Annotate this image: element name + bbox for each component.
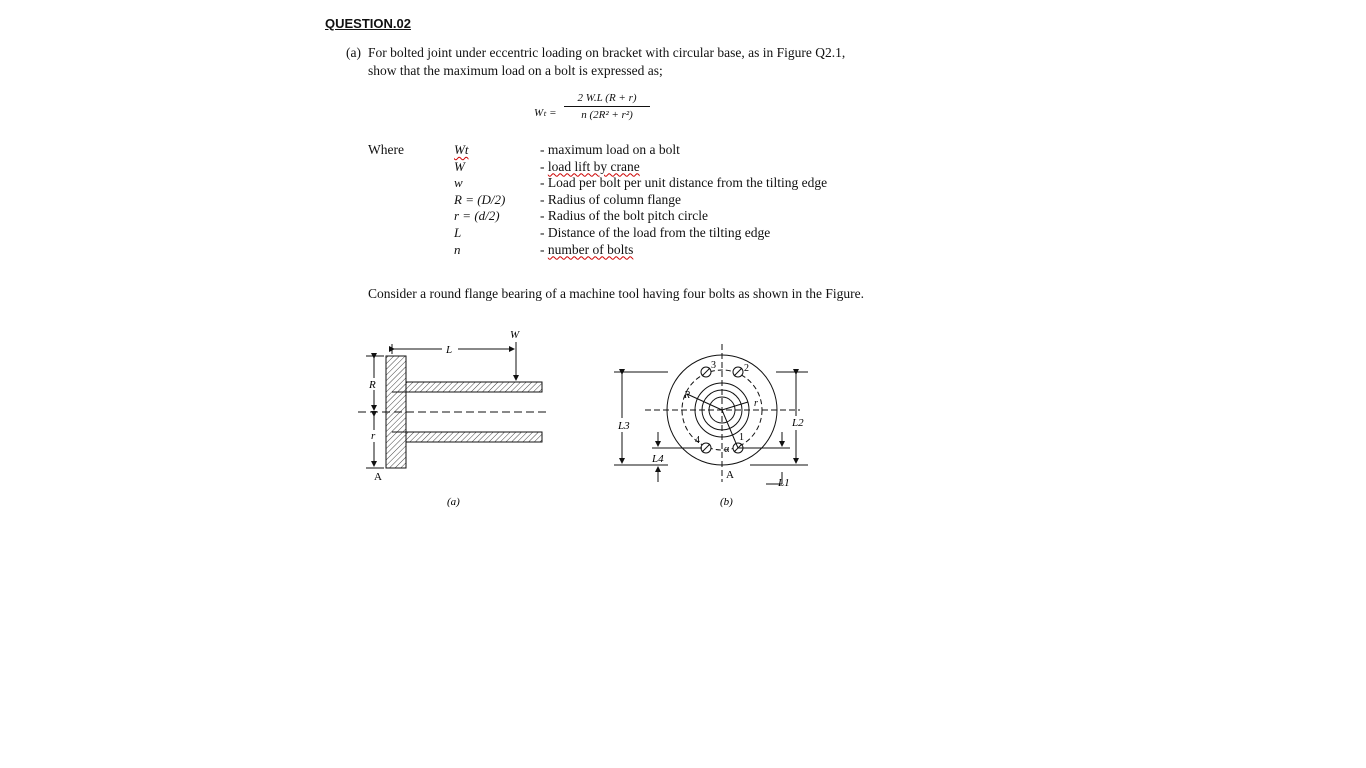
- figure-a-side-view: [358, 329, 548, 508]
- fig-a-label-r-upper: R: [369, 379, 376, 391]
- desc-n: - number of bolts: [540, 241, 634, 257]
- formula-lhs: Wₜ =: [534, 107, 557, 119]
- bolt-1: [733, 432, 744, 453]
- desc-wt: - maximum load on a bolt: [540, 142, 680, 157]
- fig-a-label-r-lower: r: [371, 430, 376, 442]
- svg-text:2: 2: [744, 363, 749, 374]
- bolt-3: [701, 360, 716, 377]
- symbol-l: L: [454, 224, 462, 240]
- fig-b-label-alpha: α: [724, 444, 730, 455]
- symbol-column: [454, 142, 505, 258]
- formula-fraction: [564, 92, 650, 121]
- formula-denominator: n (2R² + r²): [581, 109, 633, 121]
- symbol-w-upper: W: [454, 158, 465, 174]
- formula-numerator: 2 W.L (R + r): [564, 92, 650, 107]
- fig-b-label-l1: L1: [778, 477, 790, 489]
- figure-b-front-view: [614, 344, 808, 508]
- bolt-4: [695, 435, 711, 453]
- part-label: (a): [346, 45, 361, 60]
- fig-b-label-l4: L4: [652, 453, 664, 465]
- fig-b-label-l2: L2: [792, 417, 804, 429]
- desc-w-lower: - Load per bolt per unit distance from the tilting edge: [540, 175, 828, 191]
- desc-r-lower: - Radius of the bolt pitch circle: [540, 208, 708, 224]
- symbol-r-lower: r = (d/2): [454, 208, 500, 224]
- fig-b-label-r-lower: r: [754, 398, 758, 409]
- svg-text:3: 3: [711, 360, 716, 371]
- where-label: Where: [368, 142, 404, 157]
- svg-text:4: 4: [695, 435, 700, 446]
- desc-l: - Distance of the load from the tilting edge: [540, 224, 771, 240]
- fig-a-caption: (a): [447, 496, 460, 508]
- fig-a-label-l: L: [446, 344, 453, 356]
- fig-b-label-a: A: [726, 469, 734, 481]
- symbol-wt: Wt: [454, 142, 469, 157]
- symbol-r-upper: R = (D/2): [454, 191, 506, 207]
- bolt-2: [733, 363, 749, 377]
- fig-b-label-r-upper: R: [684, 390, 691, 401]
- fig-b-label-l3: L3: [618, 420, 630, 432]
- question-heading: QUESTION.02: [325, 16, 411, 31]
- desc-w-upper: - load lift by crane: [540, 158, 640, 174]
- consider-text: Consider a round flange bearing of a machine tool having four bolts as shown in the Figure.: [368, 286, 865, 301]
- svg-text:1: 1: [739, 432, 744, 443]
- part-a-text-line1: For bolted joint under eccentric loading on bracket with circular base, as in Figure Q2.1,: [368, 45, 846, 60]
- fig-b-caption: (b): [720, 496, 733, 508]
- symbol-n: n: [454, 241, 461, 257]
- description-column: [540, 142, 827, 258]
- symbol-w-lower: w: [454, 175, 463, 191]
- flange-figure: [350, 326, 830, 516]
- part-a-text-line2: show that the maximum load on a bolt is expressed as;: [368, 63, 663, 78]
- fig-a-label-a: A: [374, 471, 382, 483]
- desc-r-upper: - Radius of column flange: [540, 191, 681, 207]
- fig-a-label-w: W: [510, 329, 520, 341]
